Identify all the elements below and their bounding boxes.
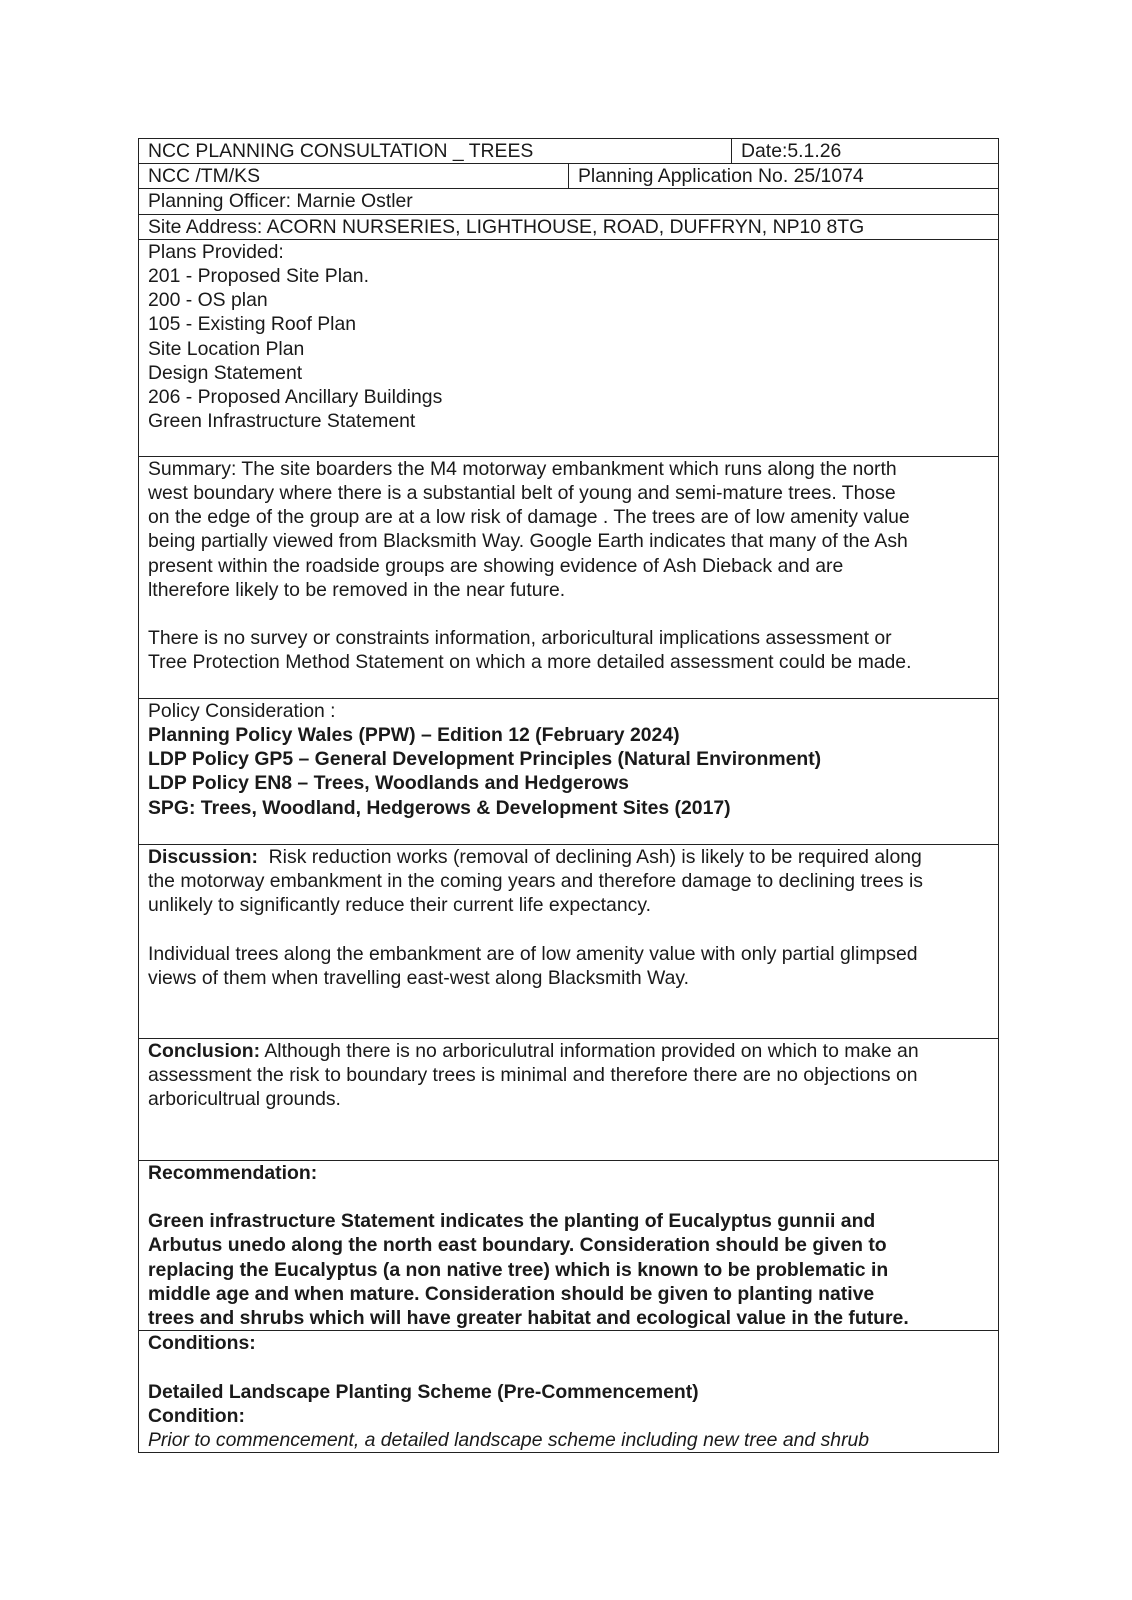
plan-item: 200 - OS plan — [148, 289, 268, 312]
summary-line: There is no survey or constraints information, arboricultural implications assessment or — [148, 627, 892, 650]
condition-text: Prior to commencement, a detailed landscape scheme including new tree and shrub — [148, 1429, 870, 1452]
conclusion-line: arboricultrual grounds. — [148, 1088, 341, 1111]
plan-item: Design Statement — [148, 361, 303, 384]
reference-code: NCC /TM/KS — [139, 164, 569, 189]
condition-label: Condition: — [148, 1404, 245, 1427]
discussion-line: the motorway embankment in the coming years and therefore damage to declining trees is — [148, 870, 923, 893]
title-row — [139, 139, 999, 164]
plan-item: Site Location Plan — [148, 337, 305, 360]
discussion-line: Individual trees along the embankment are of low amenity value with only partial glimpsed — [148, 942, 918, 965]
summary-line: Tree Protection Method Statement on which a more detailed assessment could be made. — [148, 651, 912, 674]
discussion-label: Discussion: — [148, 845, 258, 868]
reference-row — [139, 164, 999, 189]
recommendation-line: replacing the Eucalyptus (a non native tree) which is known to be problematic in — [148, 1258, 889, 1281]
policy-row — [139, 698, 999, 844]
summary-line: being partially viewed from Blacksmith Way. Google Earth indicates that many of the Ash — [148, 530, 908, 553]
conclusion-cell — [139, 1038, 999, 1160]
recommendation-row — [139, 1160, 999, 1330]
discussion-row — [139, 844, 999, 1038]
plan-item: Green Infrastructure Statement — [148, 410, 416, 433]
recommendation-heading: Recommendation: — [148, 1161, 318, 1184]
conclusion-line: assessment the risk to boundary trees is minimal and therefore there are no objections on — [148, 1064, 918, 1087]
conclusion-row — [139, 1038, 999, 1160]
summary-line: on the edge of the group are at a low risk of damage . The trees are of low amenity value — [148, 506, 910, 529]
policy-item: SPG: Trees, Woodland, Hedgerows & Development Sites (2017) — [148, 796, 731, 819]
summary-line: present within the roadside groups are showing evidence of Ash Dieback and are — [148, 554, 844, 577]
policy-cell — [139, 698, 999, 844]
consultation-date: Date:5.1.26 — [732, 139, 999, 164]
conditions-row — [139, 1331, 999, 1453]
policy-item: LDP Policy EN8 – Trees, Woodlands and Hedgerows — [148, 772, 629, 795]
plans-cell — [139, 239, 999, 456]
application-number: Planning Application No. 25/1074 — [569, 164, 999, 189]
officer-row — [139, 189, 999, 214]
summary-line: ltherefore likely to be removed in the near future. — [148, 578, 566, 601]
summary-line: west boundary where there is a substantial belt of young and semi-mature trees. Those — [148, 482, 896, 505]
recommendation-line: middle age and when mature. Consideration should be given to planting native — [148, 1282, 875, 1305]
conditions-subheading: Detailed Landscape Planting Scheme (Pre-Commencement) — [148, 1380, 699, 1403]
conditions-heading: Conditions: — [148, 1332, 256, 1355]
recommendation-line: Arbutus unedo along the north east boundary. Consideration should be given to — [148, 1234, 887, 1257]
recommendation-cell — [139, 1160, 999, 1330]
conditions-cell — [139, 1331, 999, 1453]
planning-officer: Planning Officer: Marnie Ostler — [139, 189, 999, 214]
discussion-text: Risk reduction works (removal of declining Ash) is likely to be required along — [257, 845, 922, 868]
summary-row — [139, 456, 999, 698]
plans-row — [139, 239, 999, 456]
site-address: Site Address: ACORN NURSERIES, LIGHTHOUSE, ROAD, DUFFRYN, NP10 8TG — [139, 214, 999, 239]
discussion-line: unlikely to significantly reduce their current life expectancy. — [148, 894, 651, 917]
summary-cell — [139, 456, 999, 698]
conclusion-label: Conclusion: — [148, 1039, 261, 1062]
plan-item: 105 - Existing Roof Plan — [148, 313, 357, 336]
recommendation-line: Green infrastructure Statement indicates the planting of Eucalyptus gunnii and — [148, 1210, 876, 1233]
discussion-cell — [139, 844, 999, 1038]
address-row — [139, 214, 999, 239]
policy-item: Planning Policy Wales (PPW) – Edition 12 (February 2024) — [148, 724, 680, 747]
policy-heading: Policy Consideration : — [148, 699, 336, 722]
discussion-line: views of them when travelling east-west along Blacksmith Way. — [148, 966, 689, 989]
recommendation-line: trees and shrubs which will have greater habitat and ecological value in the future. — [148, 1307, 909, 1330]
consultation-title: NCC PLANNING CONSULTATION _ TREES — [139, 139, 732, 164]
policy-item: LDP Policy GP5 – General Development Principles (Natural Environment) — [148, 748, 822, 771]
plans-heading: Plans Provided: — [148, 240, 284, 263]
plan-item: 206 - Proposed Ancillary Buildings — [148, 386, 443, 409]
plan-item: 201 - Proposed Site Plan. — [148, 265, 369, 288]
conclusion-text: Although there is no arboriculutral information provided on which to make an — [260, 1039, 919, 1062]
consultation-table — [138, 138, 999, 1453]
summary-line: Summary: The site boarders the M4 motorway embankment which runs along the north — [148, 457, 897, 480]
